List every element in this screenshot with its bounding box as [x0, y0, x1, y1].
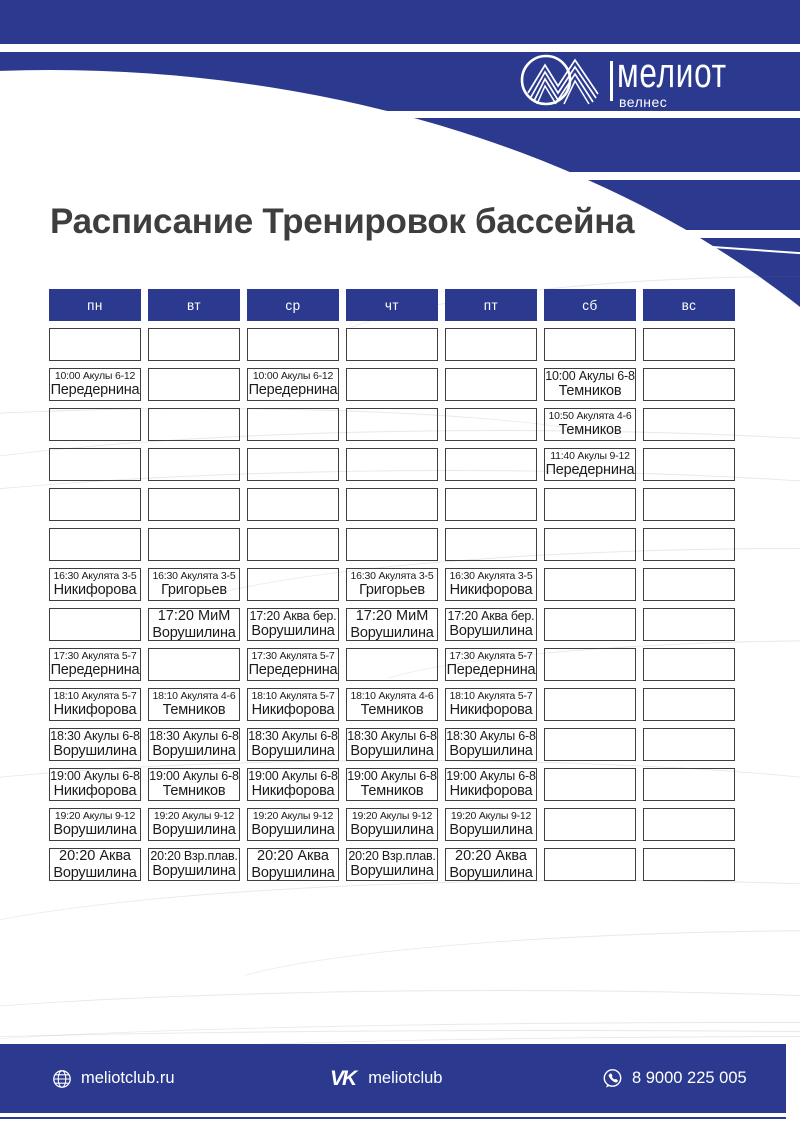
trainer-label: Передернина [545, 462, 635, 479]
trainer-label: Ворушилина [449, 864, 533, 881]
schedule-cell-empty [49, 408, 141, 441]
schedule-cell [148, 688, 240, 721]
phone-number-text: 8 9000 225 005 [632, 1069, 747, 1087]
schedule-cell [247, 848, 339, 881]
website-text: meliotclub.ru [81, 1069, 175, 1087]
trainer-label: Ворушилина [53, 743, 137, 760]
schedule-cell [247, 728, 339, 761]
schedule-cell-empty [346, 448, 438, 481]
vk-handle-text: meliotclub [368, 1069, 443, 1087]
session-label: 19:20 Акулы 9-12 [351, 809, 433, 822]
session-label: 17:20 МиМ [355, 608, 429, 625]
schedule-cell-empty [544, 648, 636, 681]
schedule-cell [445, 808, 537, 841]
schedule-cell [544, 408, 636, 441]
schedule-cell-empty [544, 768, 636, 801]
schedule-cell-empty [346, 488, 438, 521]
schedule-cell-empty [643, 368, 735, 401]
schedule-cell [247, 648, 339, 681]
waves-in-circle-icon [518, 53, 608, 109]
trainer-label: Никифорова [251, 783, 335, 800]
schedule-cell-empty [544, 488, 636, 521]
trainer-label: Передернина [248, 382, 338, 399]
session-label: 16:30 Акулята 3-5 [449, 569, 533, 582]
trainer-label: Ворушилина [152, 624, 236, 641]
schedule-cell-empty [643, 848, 735, 881]
trainer-label: Передернина [50, 382, 140, 399]
schedule-cell-empty [643, 728, 735, 761]
trainer-label: Ворушилина [449, 822, 533, 839]
schedule-cell [49, 648, 141, 681]
day-header-ср: ср [247, 289, 339, 321]
schedule-cell-empty [643, 648, 735, 681]
session-label: 10:00 Акулы 6-8 [545, 369, 635, 384]
schedule-cell-empty [544, 848, 636, 881]
schedule-cell [445, 848, 537, 881]
schedule-cell-empty [544, 568, 636, 601]
schedule-cell [346, 728, 438, 761]
trainer-label: Ворушилина [53, 864, 137, 881]
schedule-cell [49, 768, 141, 801]
schedule-cell [148, 728, 240, 761]
session-label: 18:30 Акулы 6-8 [50, 729, 140, 744]
logo-divider [610, 61, 613, 101]
trainer-label: Ворушилина [152, 743, 236, 760]
trainer-label: Передернина [248, 662, 338, 679]
trainer-label: Ворушилина [350, 863, 434, 880]
session-label: 17:20 Аква бер. [447, 609, 535, 624]
schedule-cell-empty [346, 408, 438, 441]
session-label: 19:00 Акулы 6-8 [149, 769, 239, 784]
trainer-label: Темников [360, 783, 424, 800]
day-header-пн: пн [49, 289, 141, 321]
session-label: 11:40 Акулы 9-12 [550, 449, 630, 462]
trainer-label: Темников [360, 702, 424, 719]
schedule-cell [445, 568, 537, 601]
footer-phone [602, 1044, 747, 1113]
schedule-cell-empty [148, 328, 240, 361]
schedule-cell-empty [544, 688, 636, 721]
footer-accent-line [0, 1117, 786, 1119]
schedule-cell-empty [247, 328, 339, 361]
day-header-пт: пт [445, 289, 537, 321]
trainer-label: Ворушилина [449, 623, 533, 640]
trainer-label: Ворушилина [251, 743, 335, 760]
schedule-cell [445, 728, 537, 761]
session-label: 17:20 Аква бер. [249, 609, 337, 624]
session-label: 10:00 Акулы 6-12 [54, 369, 136, 382]
schedule-cell [148, 808, 240, 841]
day-header-вт: вт [148, 289, 240, 321]
trainer-label: Никифорова [449, 783, 533, 800]
schedule-cell-empty [643, 528, 735, 561]
trainer-label: Никифорова [251, 702, 335, 719]
footer-website [52, 1044, 175, 1113]
trainer-label: Никифорова [53, 702, 137, 719]
session-label: 18:10 Акулята 5-7 [449, 689, 533, 702]
session-label: 19:20 Акулы 9-12 [252, 809, 334, 822]
schedule-cell [247, 368, 339, 401]
trainer-label: Ворушилина [53, 822, 137, 839]
trainer-label: Ворушилина [350, 822, 434, 839]
footer-vk [330, 1044, 442, 1113]
session-label: 18:30 Акулы 6-8 [149, 729, 239, 744]
schedule-cell-empty [49, 528, 141, 561]
trainer-label: Темников [162, 783, 226, 800]
schedule-cell [247, 688, 339, 721]
session-label: 19:20 Акулы 9-12 [450, 809, 532, 822]
schedule-cell [49, 688, 141, 721]
schedule-cell-empty [643, 408, 735, 441]
trainer-label: Ворушилина [152, 822, 236, 839]
brand-tagline: велнес [619, 94, 668, 110]
session-label: 20:20 Аква [257, 848, 329, 865]
schedule-cell-empty [643, 608, 735, 641]
trainer-label: Никифорова [449, 582, 533, 599]
trainer-label: Ворушилина [350, 624, 434, 641]
day-header-чт: чт [346, 289, 438, 321]
session-label: 18:30 Акулы 6-8 [248, 729, 338, 744]
trainer-label: Григорьев [359, 582, 425, 599]
schedule-cell [148, 568, 240, 601]
schedule-cell [346, 848, 438, 881]
session-label: 18:10 Акулята 5-7 [251, 689, 335, 702]
trainer-label: Ворушилина [152, 863, 236, 880]
schedule-cell [148, 848, 240, 881]
footer-bar [0, 1044, 786, 1113]
schedule-cell-empty [247, 528, 339, 561]
schedule-cell [346, 568, 438, 601]
brand-logo [518, 50, 758, 114]
trainer-label: Ворушилина [251, 864, 335, 881]
day-header-вс: вс [643, 289, 735, 321]
schedule-cell [49, 808, 141, 841]
schedule-cell-empty [544, 328, 636, 361]
schedule-cell-empty [445, 368, 537, 401]
schedule-cell-empty [643, 328, 735, 361]
schedule-cell [247, 808, 339, 841]
trainer-label: Ворушилина [251, 623, 335, 640]
schedule-cell-empty [643, 448, 735, 481]
vk-icon: VK [330, 1066, 356, 1090]
brand-name: мелиот [617, 49, 727, 96]
session-label: 17:30 Акулята 5-7 [251, 649, 335, 662]
schedule-cell-empty [544, 728, 636, 761]
trainer-label: Никифорова [449, 702, 533, 719]
session-label: 18:10 Акулята 4-6 [350, 689, 434, 702]
trainer-label: Темников [162, 702, 226, 719]
session-label: 17:30 Акулята 5-7 [449, 649, 533, 662]
schedule-cell-empty [148, 488, 240, 521]
schedule-cell [445, 608, 537, 641]
page-title: Расписание Тренировок бассейна [50, 202, 635, 241]
session-label: 20:20 Взр.плав. [150, 849, 238, 864]
schedule-cell [445, 768, 537, 801]
session-label: 10:00 Акулы 6-12 [252, 369, 334, 382]
schedule-cell [49, 568, 141, 601]
schedule-cell [346, 768, 438, 801]
schedule-cell-empty [247, 568, 339, 601]
schedule-cell [247, 608, 339, 641]
session-label: 19:00 Акулы 6-8 [50, 769, 140, 784]
schedule-cell-empty [445, 328, 537, 361]
schedule-cell-empty [643, 808, 735, 841]
schedule-cell [445, 648, 537, 681]
schedule-cell-empty [49, 448, 141, 481]
session-label: 20:20 Аква [455, 848, 527, 865]
schedule-cell [346, 808, 438, 841]
session-label: 16:30 Акулята 3-5 [152, 569, 236, 582]
schedule-cell-empty [445, 528, 537, 561]
session-label: 20:20 Взр.плав. [348, 849, 436, 864]
schedule-cell [49, 368, 141, 401]
trainer-label: Темников [558, 422, 622, 439]
schedule-cell-empty [346, 328, 438, 361]
schedule-cell [49, 848, 141, 881]
schedule-cell-empty [346, 648, 438, 681]
schedule-cell-empty [445, 408, 537, 441]
schedule-cell-empty [247, 448, 339, 481]
session-label: 10:50 Акулята 4-6 [548, 409, 632, 422]
session-label: 17:30 Акулята 5-7 [53, 649, 137, 662]
schedule-cell-empty [247, 488, 339, 521]
schedule-cell [49, 728, 141, 761]
schedule-grid [49, 289, 735, 881]
schedule-cell-empty [643, 688, 735, 721]
trainer-label: Темников [558, 383, 622, 400]
schedule-cell-empty [49, 608, 141, 641]
trainer-label: Ворушилина [350, 743, 434, 760]
schedule-cell-empty [346, 368, 438, 401]
schedule-cell-empty [445, 488, 537, 521]
trainer-label: Ворушилина [251, 822, 335, 839]
session-label: 19:00 Акулы 6-8 [248, 769, 338, 784]
schedule-cell [445, 688, 537, 721]
session-label: 18:30 Акулы 6-8 [347, 729, 437, 744]
session-label: 17:20 МиМ [157, 608, 231, 625]
schedule-cell-empty [445, 448, 537, 481]
trainer-label: Ворушилина [449, 743, 533, 760]
session-label: 19:00 Акулы 6-8 [347, 769, 437, 784]
trainer-label: Никифорова [53, 783, 137, 800]
schedule-cell [148, 768, 240, 801]
schedule-cell-empty [148, 448, 240, 481]
session-label: 18:10 Акулята 5-7 [53, 689, 137, 702]
session-label: 20:20 Аква [59, 848, 131, 865]
schedule-cell [544, 448, 636, 481]
schedule-cell [544, 368, 636, 401]
trainer-label: Григорьев [161, 582, 227, 599]
trainer-label: Передернина [446, 662, 536, 679]
schedule-cell-empty [544, 528, 636, 561]
schedule-cell-empty [148, 528, 240, 561]
schedule-cell-empty [148, 408, 240, 441]
schedule-cell-empty [643, 768, 735, 801]
schedule-cell [346, 688, 438, 721]
schedule-cell-empty [544, 808, 636, 841]
session-label: 19:00 Акулы 6-8 [446, 769, 536, 784]
schedule-cell [247, 768, 339, 801]
schedule-cell-empty [643, 488, 735, 521]
session-label: 18:10 Акулята 4-6 [152, 689, 236, 702]
session-label: 19:20 Акулы 9-12 [153, 809, 235, 822]
schedule-cell-empty [49, 488, 141, 521]
schedule-cell-empty [247, 408, 339, 441]
session-label: 19:20 Акулы 9-12 [54, 809, 136, 822]
session-label: 16:30 Акулята 3-5 [350, 569, 434, 582]
session-label: 18:30 Акулы 6-8 [446, 729, 536, 744]
trainer-label: Никифорова [53, 582, 137, 599]
schedule-cell-empty [643, 568, 735, 601]
trainer-label: Передернина [50, 662, 140, 679]
phone-icon [602, 1068, 623, 1089]
globe-icon [52, 1069, 72, 1089]
schedule-cell-empty [346, 528, 438, 561]
schedule-cell-empty [49, 328, 141, 361]
schedule-cell-empty [148, 368, 240, 401]
schedule-cell-empty [148, 648, 240, 681]
day-header-сб: сб [544, 289, 636, 321]
session-label: 16:30 Акулята 3-5 [53, 569, 137, 582]
schedule-cell [148, 608, 240, 641]
schedule-cell [346, 608, 438, 641]
schedule-cell-empty [544, 608, 636, 641]
